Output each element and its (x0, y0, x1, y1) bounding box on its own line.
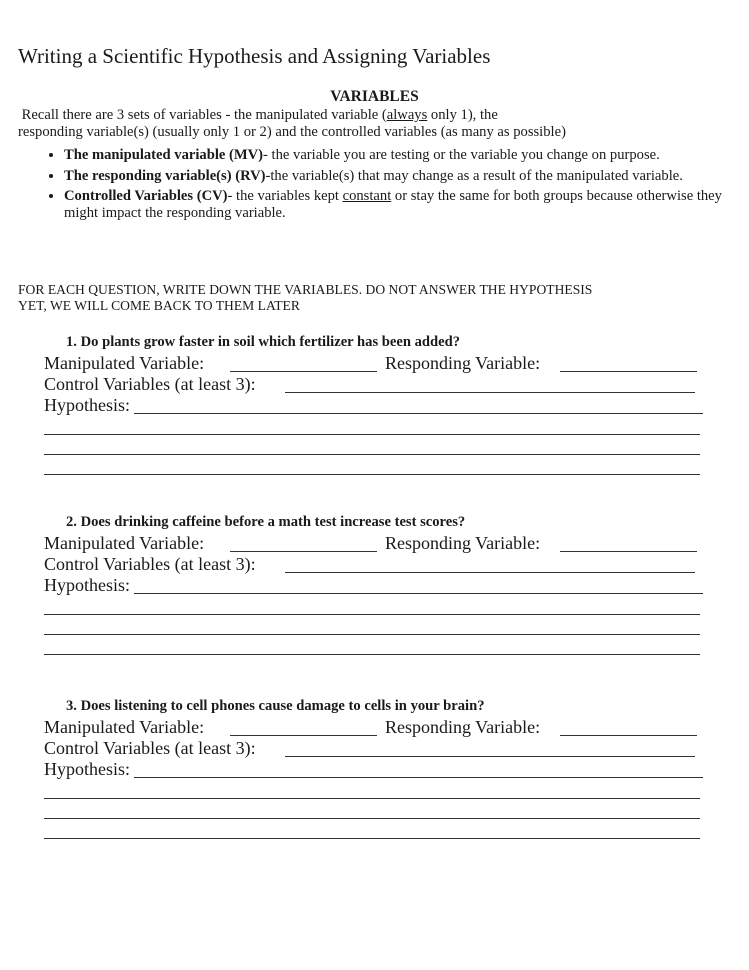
definition: -the variable(s) that may change as a result of the manipulated variable. (265, 167, 683, 184)
term: The manipulated variable (MV) (64, 147, 264, 163)
question-2 (0, 514, 749, 674)
definition: or stay the same for both groups because otherwise they might impact the responding variable. (64, 188, 722, 221)
variables-heading: VARIABLES (330, 88, 419, 105)
hypothesis-answer-line[interactable] (44, 818, 700, 819)
question-3 (0, 698, 749, 858)
hypothesis-answer-line[interactable] (134, 593, 703, 594)
hypothesis-answer-line[interactable] (44, 798, 700, 799)
question-text: 3. Does listening to cell phones cause damage to cells in your brain? (66, 698, 485, 714)
list-item (64, 168, 734, 185)
mv-label: Manipulated Variable: (44, 533, 205, 553)
cv-label: Control Variables (at least 3): (44, 374, 256, 394)
list-item (64, 188, 734, 221)
definition: - the variables kept (227, 188, 343, 204)
term: The responding variable(s) (RV) (64, 167, 266, 184)
rv-label: Responding Variable: (385, 717, 541, 737)
recall-text: responding variable(s) (usually only 1 or 2) and the controlled variables (as many as possible) (18, 124, 566, 140)
rv-answer-line[interactable] (560, 735, 697, 736)
mv-label: Manipulated Variable: (44, 353, 205, 373)
question-text: 1. Do plants grow faster in soil which fertilizer has been added? (66, 334, 461, 350)
rv-label: Responding Variable: (385, 533, 541, 553)
instructions (18, 282, 592, 314)
mv-answer-line[interactable] (230, 371, 377, 372)
mv-answer-line[interactable] (230, 735, 377, 736)
recall-text: Recall there are 3 sets of variables - the manipulated variable ( (21, 107, 387, 123)
cv-answer-line[interactable] (285, 392, 695, 393)
hypothesis-answer-line[interactable] (44, 434, 700, 435)
hypothesis-answer-line[interactable] (134, 413, 703, 414)
definition-underlined: constant (342, 188, 392, 204)
rv-answer-line[interactable] (560, 371, 697, 372)
hypothesis-answer-line[interactable] (44, 654, 700, 655)
hypothesis-label: Hypothesis: (44, 575, 131, 595)
recall-paragraph (18, 107, 738, 141)
hypothesis-label: Hypothesis: (44, 759, 131, 779)
hypothesis-label: Hypothesis: (44, 395, 131, 415)
definition: - the variable you are testing or the variable you change on purpose. (263, 147, 660, 163)
cv-answer-line[interactable] (285, 756, 695, 757)
question-text: 2. Does drinking caffeine before a math test increase test scores? (66, 514, 466, 530)
rv-label: Responding Variable: (385, 353, 541, 373)
instructions-line: FOR EACH QUESTION, WRITE DOWN THE VARIABLES. DO NOT ANSWER THE HYPOTHESIS (18, 282, 593, 297)
mv-label: Manipulated Variable: (44, 717, 205, 737)
recall-underlined: always (386, 107, 428, 123)
hypothesis-answer-line[interactable] (44, 614, 700, 615)
instructions-line: YET, WE WILL COME BACK TO THEM LATER (18, 298, 300, 313)
term: Controlled Variables (CV) (64, 188, 228, 204)
mv-answer-line[interactable] (230, 551, 377, 552)
cv-answer-line[interactable] (285, 572, 695, 573)
hypothesis-answer-line[interactable] (44, 838, 700, 839)
cv-label: Control Variables (at least 3): (44, 554, 256, 574)
page-title: Writing a Scientific Hypothesis and Assigning Variables (18, 44, 491, 68)
hypothesis-answer-line[interactable] (44, 634, 700, 635)
hypothesis-answer-line[interactable] (134, 777, 703, 778)
question-1 (0, 334, 749, 494)
cv-label: Control Variables (at least 3): (44, 738, 256, 758)
recall-text: only 1), the (427, 107, 498, 123)
hypothesis-answer-line[interactable] (44, 454, 700, 455)
hypothesis-answer-line[interactable] (44, 474, 700, 475)
variable-definitions-list (44, 147, 734, 225)
rv-answer-line[interactable] (560, 551, 697, 552)
list-item (64, 147, 734, 164)
